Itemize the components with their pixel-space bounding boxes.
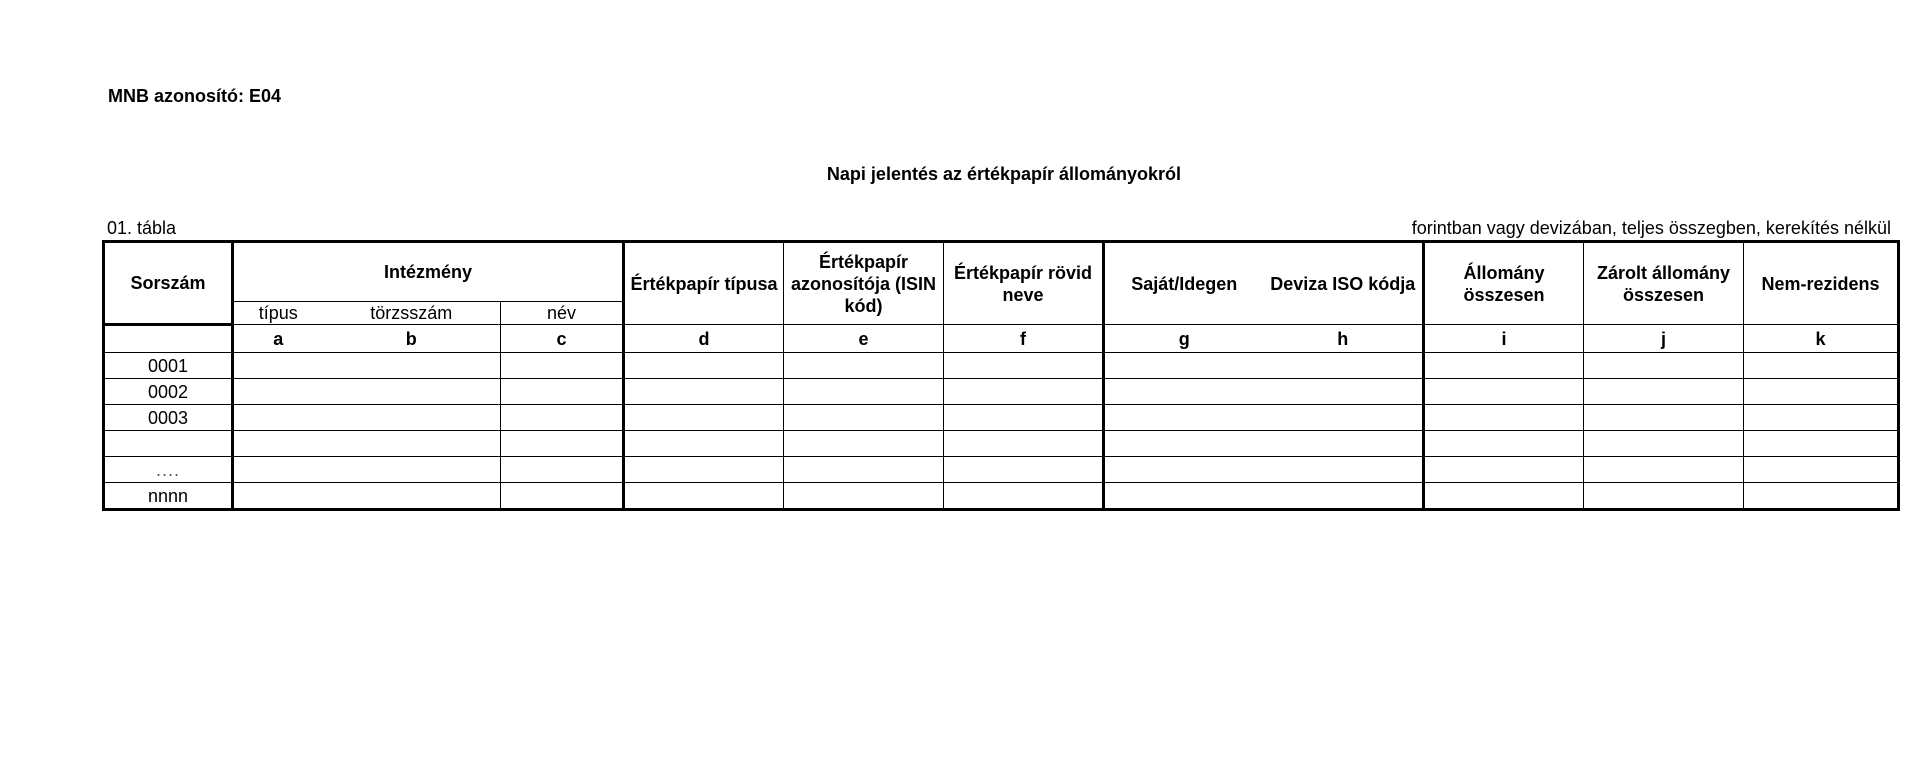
row-number-ellipsis: .... — [104, 457, 233, 483]
data-cell[interactable] — [1104, 431, 1264, 457]
data-cell[interactable] — [233, 379, 323, 405]
data-cell[interactable] — [323, 483, 501, 510]
data-cell[interactable] — [624, 431, 784, 457]
col-header-e: Értékpapír azonosítója (ISIN kód) — [784, 242, 944, 325]
data-cell[interactable] — [323, 431, 501, 457]
data-cell[interactable] — [1584, 405, 1744, 431]
col-header-k: Nem-rezidens — [1744, 242, 1899, 325]
table-row — [104, 457, 1899, 483]
data-cell[interactable] — [1424, 405, 1584, 431]
data-cell[interactable] — [1264, 379, 1424, 405]
data-cell[interactable] — [784, 431, 944, 457]
data-cell[interactable] — [233, 431, 323, 457]
letter-cell: g — [1104, 325, 1264, 353]
letter-cell: e — [784, 325, 944, 353]
letter-cell-empty — [104, 325, 233, 353]
data-cell[interactable] — [784, 483, 944, 510]
data-cell[interactable] — [1104, 353, 1264, 379]
data-cell[interactable] — [624, 353, 784, 379]
data-cell[interactable] — [323, 353, 501, 379]
data-cell[interactable] — [1104, 483, 1264, 510]
data-cell[interactable] — [323, 379, 501, 405]
col-header-nev: név — [501, 302, 624, 325]
col-header-sorszam: Sorszám — [104, 242, 233, 325]
data-cell[interactable] — [501, 379, 624, 405]
data-cell[interactable] — [1424, 379, 1584, 405]
data-cell[interactable] — [323, 457, 501, 483]
letter-cell: a — [233, 325, 323, 353]
data-cell[interactable] — [1424, 431, 1584, 457]
col-header-h: Deviza ISO kódja — [1264, 242, 1424, 325]
data-cell[interactable] — [1584, 431, 1744, 457]
data-cell[interactable] — [501, 457, 624, 483]
col-header-torzsszam: törzsszám — [323, 302, 501, 325]
table-row — [104, 431, 1899, 457]
table-row — [104, 405, 1899, 431]
col-header-g: Saját/Idegen — [1104, 242, 1264, 325]
data-cell[interactable] — [944, 483, 1104, 510]
letter-cell: k — [1744, 325, 1899, 353]
data-cell[interactable] — [1264, 483, 1424, 510]
data-cell[interactable] — [784, 405, 944, 431]
data-cell[interactable] — [323, 405, 501, 431]
report-title: Napi jelentés az értékpapír állományokról — [826, 164, 1182, 184]
data-cell[interactable] — [1104, 379, 1264, 405]
table-row — [104, 379, 1899, 405]
data-cell[interactable] — [1264, 431, 1424, 457]
letter-cell: h — [1264, 325, 1424, 353]
mnb-identifier: MNB azonosító: E04 — [108, 86, 282, 106]
data-cell[interactable] — [1584, 353, 1744, 379]
row-number: 0003 — [104, 405, 233, 431]
row-number: 0001 — [104, 353, 233, 379]
table-row — [104, 483, 1899, 510]
data-cell[interactable] — [784, 379, 944, 405]
row-number: nnnn — [104, 483, 233, 510]
data-cell[interactable] — [784, 457, 944, 483]
data-cell[interactable] — [944, 431, 1104, 457]
data-cell[interactable] — [1424, 457, 1584, 483]
data-cell[interactable] — [1584, 379, 1744, 405]
col-header-tipus: típus — [233, 302, 323, 325]
data-cell[interactable] — [233, 483, 323, 510]
col-header-intezmeny: Intézmény — [233, 242, 624, 302]
data-cell[interactable] — [1744, 405, 1899, 431]
data-cell[interactable] — [624, 457, 784, 483]
data-cell[interactable] — [1744, 353, 1899, 379]
data-cell[interactable] — [784, 353, 944, 379]
data-cell[interactable] — [1744, 379, 1899, 405]
row-number: 0002 — [104, 379, 233, 405]
data-cell[interactable] — [944, 353, 1104, 379]
unit-note: forintban vagy devizában, teljes összegben, kerekítés nélkül — [1411, 218, 1891, 238]
data-cell[interactable] — [501, 483, 624, 510]
data-cell[interactable] — [1104, 457, 1264, 483]
data-cell[interactable] — [1104, 405, 1264, 431]
data-cell[interactable] — [1424, 353, 1584, 379]
letter-cell: j — [1584, 325, 1744, 353]
col-header-i: Állomány összesen — [1424, 242, 1584, 325]
data-cell[interactable] — [501, 405, 624, 431]
data-cell[interactable] — [501, 431, 624, 457]
col-header-f: Értékpapír rövid neve — [944, 242, 1104, 325]
table-label: 01. tábla — [107, 218, 177, 238]
data-cell[interactable] — [624, 483, 784, 510]
data-cell[interactable] — [944, 405, 1104, 431]
data-cell[interactable] — [233, 405, 323, 431]
data-cell[interactable] — [944, 379, 1104, 405]
data-cell[interactable] — [1744, 457, 1899, 483]
data-cell[interactable] — [1264, 353, 1424, 379]
data-cell[interactable] — [1744, 483, 1899, 510]
data-cell[interactable] — [1744, 431, 1899, 457]
data-cell[interactable] — [624, 405, 784, 431]
data-cell[interactable] — [1584, 457, 1744, 483]
table-row — [104, 353, 1899, 379]
data-cell[interactable] — [944, 457, 1104, 483]
letter-cell: i — [1424, 325, 1584, 353]
letter-cell: d — [624, 325, 784, 353]
letter-cell: f — [944, 325, 1104, 353]
col-header-d: Értékpapír típusa — [624, 242, 784, 325]
data-cell[interactable] — [233, 353, 323, 379]
data-cell[interactable] — [1264, 457, 1424, 483]
report-table — [102, 240, 1900, 511]
letter-cell: b — [323, 325, 501, 353]
data-cell[interactable] — [1264, 405, 1424, 431]
row-number — [104, 431, 233, 457]
letter-cell: c — [501, 325, 624, 353]
data-cell[interactable] — [233, 457, 323, 483]
data-cell[interactable] — [1584, 483, 1744, 510]
data-cell[interactable] — [501, 353, 624, 379]
data-cell[interactable] — [624, 379, 784, 405]
col-header-j: Zárolt állomány összesen — [1584, 242, 1744, 325]
data-cell[interactable] — [1424, 483, 1584, 510]
